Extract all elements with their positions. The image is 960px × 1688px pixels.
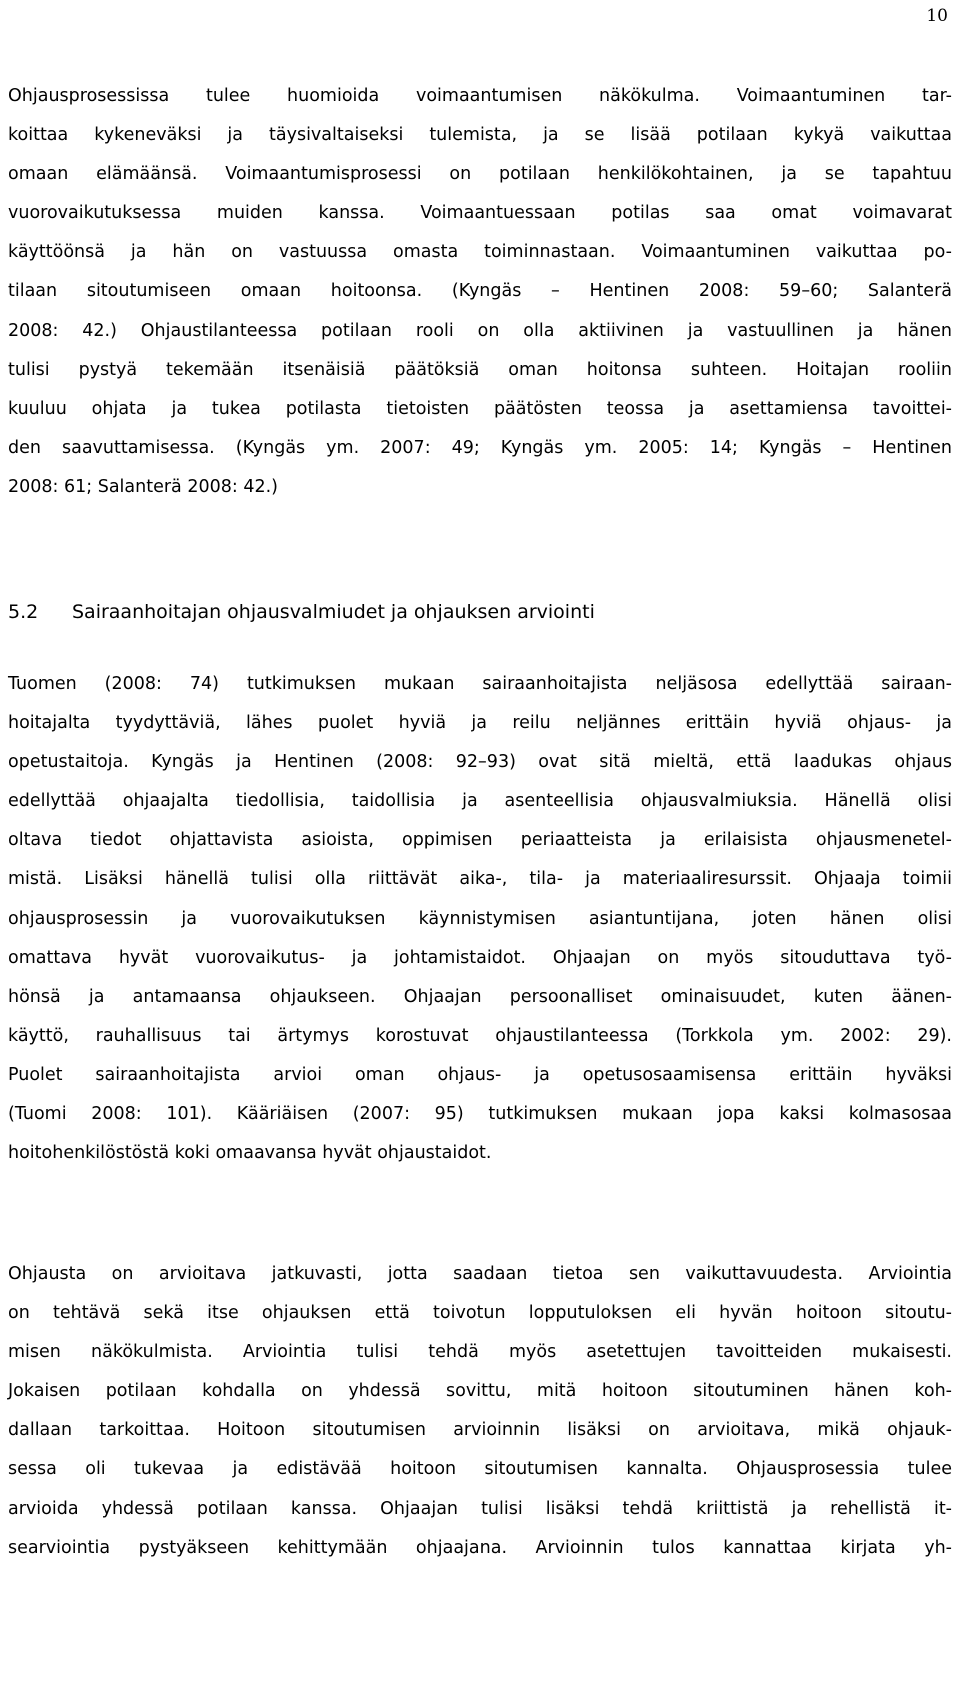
text-line: omaan elämäänsä. Voimaantumisprosessi on potilaan henkilökohtainen, ja se tapahtuu (8, 164, 952, 185)
text-line: kuuluu ohjata ja tukea potilasta tietoisten päätösten teossa ja asettamiensa tavoittei- (8, 398, 952, 419)
paragraph-guidance-readiness (8, 665, 952, 1173)
text-line: Jokaisen potilaan kohdalla on yhdessä sovittu, mitä hoitoon sitoutuminen hänen koh- (8, 1381, 952, 1402)
text-line: den saavuttamisessa. (Kyngäs ym. 2007: 49; Kyngäs ym. 2005: 14; Kyngäs – Hentinen (8, 437, 952, 458)
text-line: käyttöönsä ja hän on vastuussa omasta toiminnastaan. Voimaantuminen vaikuttaa po- (8, 242, 952, 263)
section-number: 5.2 (8, 601, 39, 623)
text-line: arvioida yhdessä potilaan kanssa. Ohjaajan tulisi lisäksi tehdä kriittistä ja rehellistä it- (8, 1498, 952, 1519)
text-line: ohjausprosessin ja vuorovaikutuksen käynnistymisen asiantuntijana, joten hänen olisi (8, 908, 952, 929)
text-line: vuorovaikutuksessa muiden kanssa. Voimaantuessaan potilas saa omat voimavarat (8, 203, 952, 224)
text-line: tilaan sitoutumiseen omaan hoitoonsa. (Kyngäs – Hentinen 2008: 59–60; Salanterä (8, 281, 952, 302)
paragraph-evaluation (8, 1255, 952, 1568)
text-line: koittaa kykeneväksi ja täysivaltaiseksi tulemista, ja se lisää potilaan kykyä vaikuttaa (8, 125, 952, 146)
text-line: hoitajalta tyydyttäviä, lähes puolet hyviä ja reilu neljännes erittäin hyviä ohjaus- ja (8, 713, 952, 734)
text-line: (Tuomi 2008: 101). Kääriäisen (2007: 95) tutkimuksen mukaan jopa kaksi kolmasosaa (8, 1104, 952, 1125)
text-line: on tehtävä sekä itse ohjauksen että toivotun lopputuloksen eli hyvän hoitoon sitoutu- (8, 1303, 952, 1324)
text-line: sessa oli tukevaa ja edistävää hoitoon sitoutumisen kannalta. Ohjausprosessia tulee (8, 1459, 952, 1480)
section-heading (8, 593, 595, 632)
text-line: hönsä ja antamaansa ohjaukseen. Ohjaajan persoonalliset ominaisuudet, kuten äänen- (8, 986, 952, 1007)
paragraph-empowerment (8, 77, 952, 507)
text-line: omattava hyvät vuorovaikutus- ja johtamistaidot. Ohjaajan on myös sitouduttava työ- (8, 947, 952, 968)
text-line: opetustaitoja. Kyngäs ja Hentinen (2008: 92–93) ovat sitä mieltä, että laadukas ohjaus (8, 752, 952, 773)
text-line: oltava tiedot ohjattavista asioista, oppimisen periaatteista ja erilaisista ohjausmenetel- (8, 830, 952, 851)
text-line: tulisi pystyä tekemään itsenäisiä päätöksiä oman hoitonsa suhteen. Hoitajan rooliin (8, 359, 952, 380)
text-line: hoitohenkilöstöstä koki omaavansa hyvät ohjaustaidot. (8, 1143, 492, 1164)
text-line: käyttö, rauhallisuus tai ärtymys korostuvat ohjaustilanteessa (Torkkola ym. 2002: 29). (8, 1025, 952, 1046)
text-line: dallaan tarkoittaa. Hoitoon sitoutumisen arvioinnin lisäksi on arvioitava, mikä ohjauk- (8, 1420, 952, 1441)
text-line: edellyttää ohjaajalta tiedollisia, taidollisia ja asenteellisia ohjausvalmiuksia. Hänellä olisi (8, 791, 952, 812)
text-line: mistä. Lisäksi hänellä tulisi olla riittävät aika-, tila- ja materiaaliresurssit. Ohjaaja toimii (8, 869, 952, 890)
text-line: misen näkökulmista. Arviointia tulisi tehdä myös asetettujen tavoitteiden mukaisesti. (8, 1342, 952, 1363)
page-number: 10 (926, 6, 948, 26)
text-line: Tuomen (2008: 74) tutkimuksen mukaan sairaanhoitajista neljäsosa edellyttää sairaan- (8, 674, 952, 694)
text-line: Puolet sairaanhoitajista arvioi oman ohjaus- ja opetusosaamisensa erittäin hyväksi (8, 1064, 952, 1085)
text-line: Ohjausprosessissa tulee huomioida voimaantumisen näkökulma. Voimaantuminen tar- (8, 86, 952, 106)
text-line: Ohjausta on arvioitava jatkuvasti, jotta saadaan tietoa sen vaikuttavuudesta. Arviointia (8, 1264, 952, 1284)
section-title: Sairaanhoitajan ohjausvalmiudet ja ohjauksen arviointi (72, 601, 595, 623)
text-line: 2008: 42.) Ohjaustilanteessa potilaan rooli on olla aktiivinen ja vastuullinen ja hänen (8, 320, 952, 341)
text-line: searviointia pystyäkseen kehittymään ohjaajana. Arvioinnin tulos kannattaa kirjata yh- (8, 1537, 952, 1558)
text-line: 2008: 61; Salanterä 2008: 42.) (8, 476, 278, 497)
